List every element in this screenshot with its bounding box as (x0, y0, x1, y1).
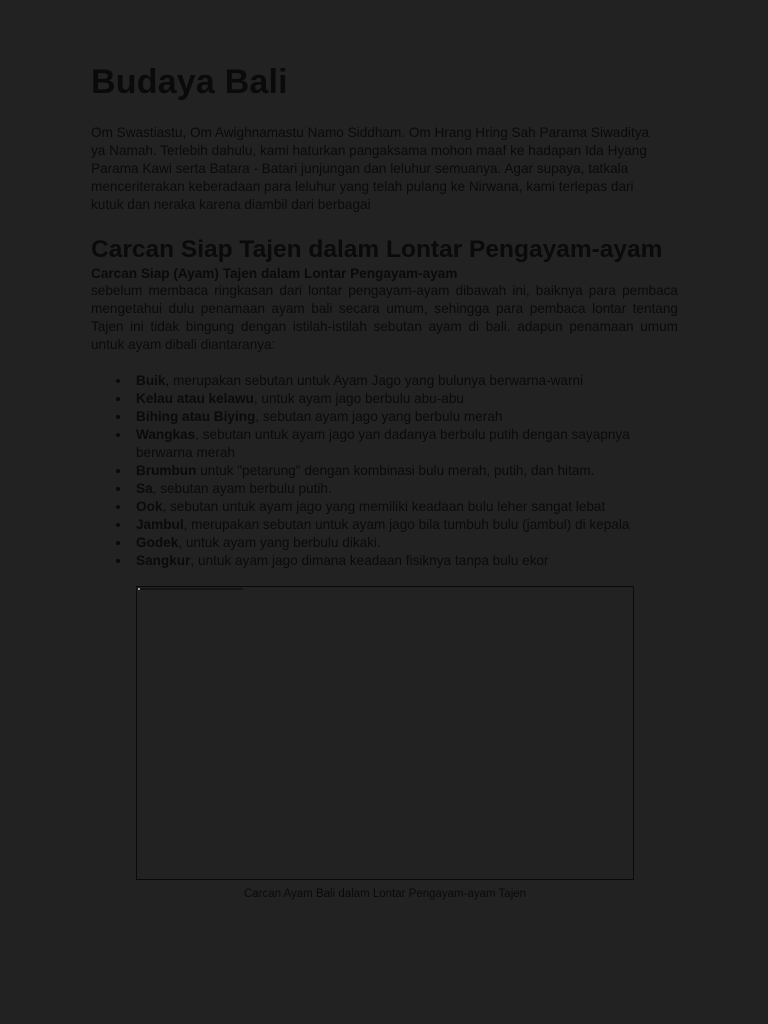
list-item-description: untuk "petarung" dengan kombinasi bulu merah, putih, dan hitam. (196, 463, 595, 478)
list-item-term: Godek (136, 535, 179, 550)
list-item (136, 534, 678, 552)
list-item-term: Buik (136, 373, 166, 388)
list-item-term: Wangkas (136, 427, 196, 442)
chicken-names-list (91, 372, 678, 570)
list-item (136, 498, 678, 516)
list-item (136, 408, 678, 426)
list-item (136, 426, 678, 462)
section-paragraph: sebelum membaca ringkasan dari lontar pengayam-ayam dibawah ini, baiknya para pembaca mengetahui dulu penamaan ayam bali secara umum, sehingga para pembaca lontar tentang Tajen ini tidak bingung dengan istilah-istilah sebutan ayam di bali. adapun penamaan umum untuk ayam dibali diantaranya: (91, 283, 678, 352)
list-item (136, 480, 678, 498)
intro-paragraph: Om Swastiastu, Om Awighnamastu Namo Siddham. Om Hrang Hring Sah Parama Siwaditya ya Namah. Terlebih dahulu, kami haturkan pangaksama mohon maaf ke hadapan Ida Hyang Parama Kawi serta Batara - Batari junjungan dan leluhur semuanya. Agar supaya, tatkala menceriterakan keberadaan para leluhur yang telah pulang ke Nirwana, kami terlepas dari kutuk dan neraka karena diambil dari berbagai (91, 125, 650, 212)
list-item (136, 516, 678, 534)
figure-corner-mark (138, 588, 140, 590)
list-item (136, 462, 678, 480)
list-item-term: Jambul (136, 517, 184, 532)
list-item-description: , untuk ayam yang berbulu dikaki. (178, 535, 381, 550)
list-item (136, 552, 678, 570)
list-item-description: , merupakan sebutan untuk Ayam Jago yang bulunya berwarna-warni (165, 373, 584, 388)
list-item-term: Ook (136, 499, 163, 514)
section-title: Carcan Siap Tajen dalam Lontar Pengayam-ayam (91, 236, 663, 263)
figure-image-placeholder (138, 588, 243, 590)
figure-caption: Carcan Ayam Bali dalam Lontar Pengayam-ayam Tajen (243, 888, 527, 900)
list-item-description: , merupakan sebutan untuk ayam jago bila tumbuh bulu (jambul) di kepala (183, 517, 630, 532)
list-item-description: , untuk ayam jago berbulu abu-abu (253, 391, 464, 406)
document-page (91, 60, 678, 570)
page-title: Budaya Bali (91, 63, 288, 101)
list-item-term: Sangkur (136, 553, 191, 568)
figure-image-frame (136, 586, 634, 880)
list-item-description: , sebutan untuk ayam jago yan dadanya berbulu putih dengan sayapnya berwarna merah (136, 427, 630, 460)
list-item-description: , untuk ayam jago dimana keadaan fisiknya tanpa bulu ekor (190, 553, 549, 568)
list-item-term: Brumbun (136, 463, 197, 478)
list-item (136, 372, 678, 390)
list-item-term: Sa (136, 481, 153, 496)
list-item (136, 390, 678, 408)
section-subtitle: Carcan Siap (Ayam) Tajen dalam Lontar Pengayam-ayam (91, 266, 458, 281)
list-item-description: , sebutan ayam berbulu putih. (152, 481, 332, 496)
list-item-description: , sebutan ayam jago yang berbulu merah (255, 409, 503, 424)
list-item-term: Bihing atau Biying (136, 409, 256, 424)
list-item-term: Kelau atau kelawu (136, 391, 254, 406)
list-item-description: , sebutan untuk ayam jago yang memiliki keadaan bulu leher sangat lebat (162, 499, 606, 514)
